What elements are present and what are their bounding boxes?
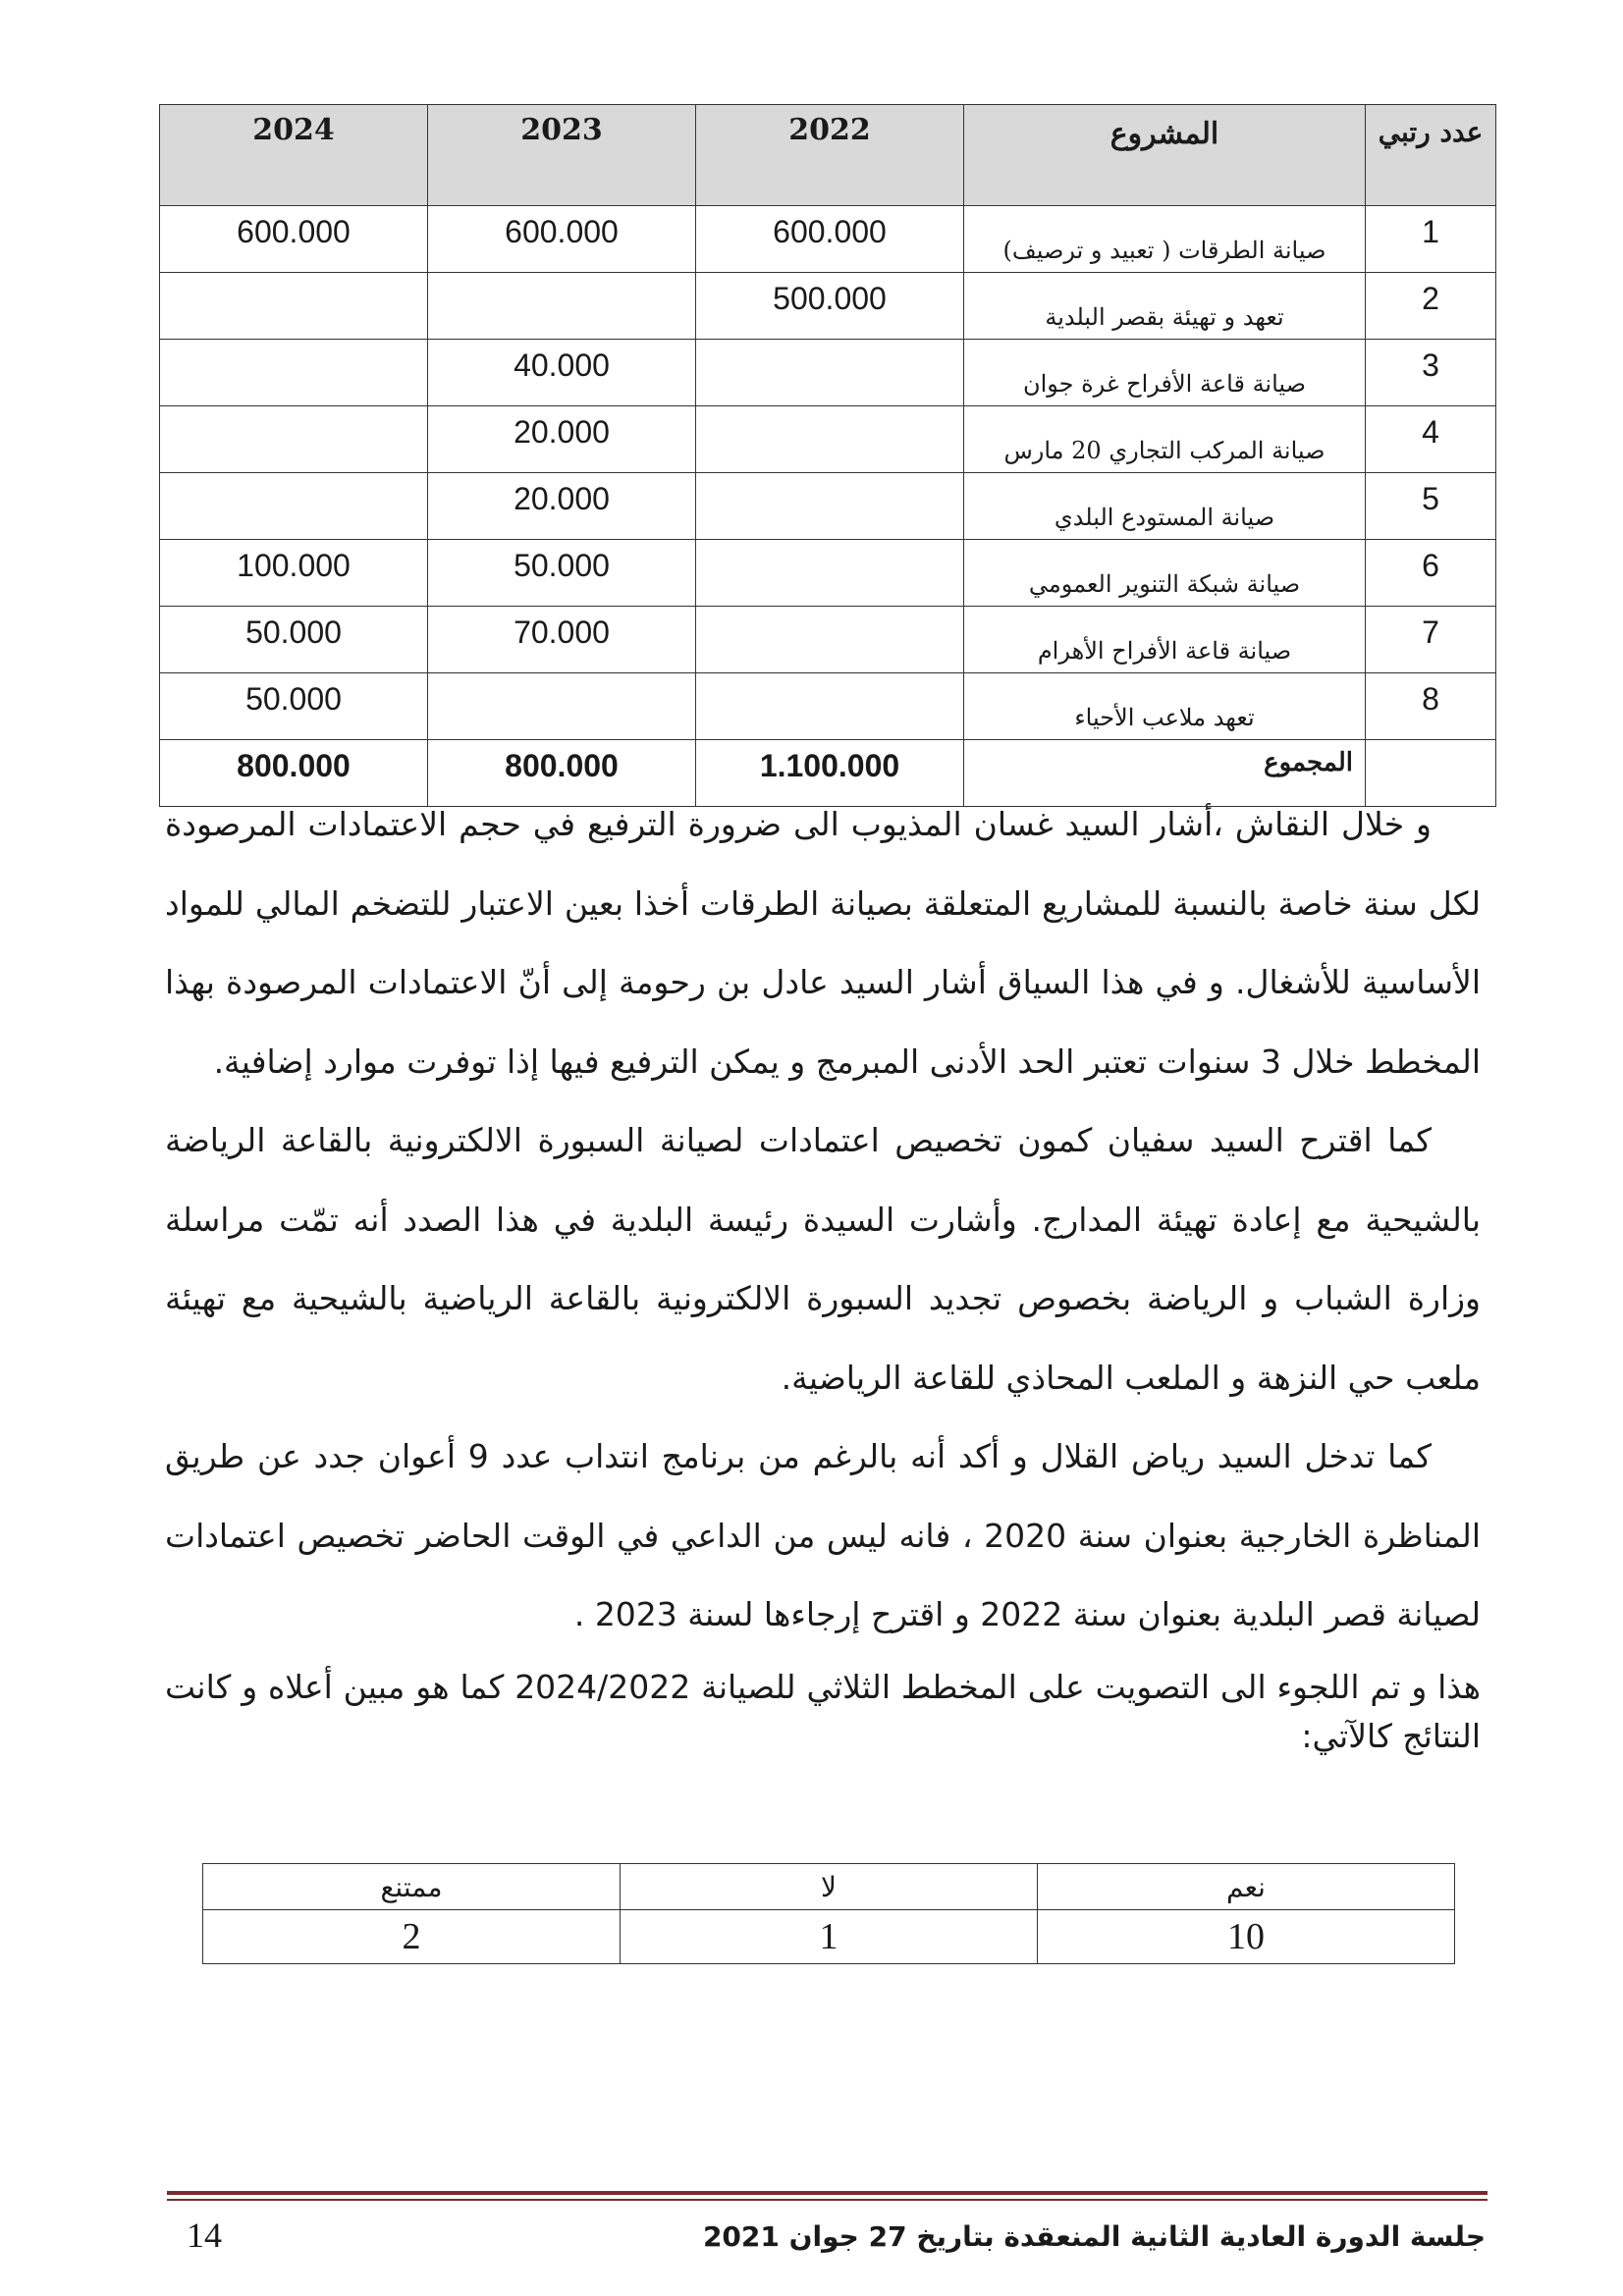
row-2024 bbox=[160, 340, 428, 406]
row-2024: 50.000 bbox=[160, 607, 428, 673]
row-2024: 100.000 bbox=[160, 540, 428, 607]
row-2024 bbox=[160, 406, 428, 473]
row-2023: 50.000 bbox=[428, 540, 696, 607]
paragraph-scoreboard-proposal: كما اقترح السيد سفيان كمون تخصيص اعتمادات لصيانة السبورة الالكترونية بالقاعة الرياضة بالشيحية مع إعادة تهيئة المدارج. وأشارت السيدة رئيسة البلدية في هذا الصدد أنه تمّت مراسلة وزارة الشباب و الرياضة بخصوص تجديد السبورة الالكترونية بالقاعة الرياضية بالشيحية مع تهيئة ملعب حي النزهة و الملعب المحاذي للقاعة الرياضية. bbox=[165, 1121, 1481, 1397]
vote-results-table bbox=[202, 1863, 1455, 1964]
row-2024: 50.000 bbox=[160, 673, 428, 740]
total-label: المجموع bbox=[964, 740, 1366, 807]
row-2024: 600.000 bbox=[160, 206, 428, 273]
row-num: 4 bbox=[1366, 406, 1496, 473]
paragraph-vote-intro: هذا و تم اللجوء الى التصويت على المخطط الثلاثي للصيانة 2024/2022 كما هو مبين أعلاه و كانت النتائج كالآتي: bbox=[165, 1667, 1482, 1755]
row-2022 bbox=[696, 473, 964, 540]
table-row bbox=[160, 206, 1496, 273]
table-row bbox=[160, 607, 1496, 673]
row-2023: 20.000 bbox=[428, 473, 696, 540]
footer-divider-thin bbox=[167, 2199, 1488, 2201]
total-2024: 800.000 bbox=[160, 740, 428, 807]
vote-value-yes: 10 bbox=[1038, 1910, 1455, 1964]
paragraph-municipal-palace: كما تدخل السيد رياض القلال و أكد أنه بالرغم من برنامج انتداب عدد 9 أعوان جدد عن طريق المناظرة الخارجية بعنوان سنة 2020 ، فانه ليس من الداعي في الوقت الحاضر تخصيص اعتمادات لصيانة قصر البلدية بعنوان سنة 2022 و اقترح إرجاءها لسنة 2023 . bbox=[165, 1437, 1481, 1633]
minutes-body bbox=[165, 785, 1481, 1761]
header-2023: 2023 bbox=[428, 105, 696, 206]
row-2023 bbox=[428, 673, 696, 740]
row-project: صيانة قاعة الأفراح الأهرام bbox=[964, 607, 1366, 673]
row-project: صيانة المستودع البلدي bbox=[964, 473, 1366, 540]
row-num: 3 bbox=[1366, 340, 1496, 406]
row-num: 6 bbox=[1366, 540, 1496, 607]
vote-header-row bbox=[203, 1864, 1455, 1910]
vote-header-yes: نعم bbox=[1038, 1864, 1455, 1910]
table-row bbox=[160, 340, 1496, 406]
row-2022: 500.000 bbox=[696, 273, 964, 340]
row-2024 bbox=[160, 473, 428, 540]
vote-values-row bbox=[203, 1910, 1455, 1964]
row-num: 1 bbox=[1366, 206, 1496, 273]
vote-value-no: 1 bbox=[621, 1910, 1038, 1964]
table-row bbox=[160, 406, 1496, 473]
row-2022 bbox=[696, 607, 964, 673]
row-2023: 70.000 bbox=[428, 607, 696, 673]
footer-divider bbox=[167, 2191, 1488, 2195]
row-num: 2 bbox=[1366, 273, 1496, 340]
paragraph-discussion: و خلال النقاش ،أشار السيد غسان المذيوب الى ضرورة الترفيع في حجم الاعتمادات المرصودة لكل سنة خاصة بالنسبة للمشاريع المتعلقة بصيانة الطرقات أخذا بعين الاعتبار للتضخم المالي للمواد الأساسية للأشغال. و في هذا السياق أشار السيد عادل بن رحومة إلى أنّ الاعتمادات المرصودة بهذا المخطط خلال 3 سنوات تعتبر الحد الأدنى المبرمج و يمكن الترفيع فيها إذا توفرت موارد إضافية. bbox=[165, 805, 1481, 1081]
header-num: عدد رتبي bbox=[1366, 105, 1496, 206]
row-project: صيانة قاعة الأفراح غرة جوان bbox=[964, 340, 1366, 406]
row-2024 bbox=[160, 273, 428, 340]
total-2023: 800.000 bbox=[428, 740, 696, 807]
table-row bbox=[160, 273, 1496, 340]
row-2022 bbox=[696, 673, 964, 740]
row-2023 bbox=[428, 273, 696, 340]
row-project: تعهد ملاعب الأحياء bbox=[964, 673, 1366, 740]
vote-header-no: لا bbox=[621, 1864, 1038, 1910]
table-row bbox=[160, 473, 1496, 540]
row-num: 5 bbox=[1366, 473, 1496, 540]
row-num: 7 bbox=[1366, 607, 1496, 673]
footer-session-text: جلسة الدورة العادية الثانية المنعقدة بتاريخ 27 جوان 2021 bbox=[702, 2220, 1486, 2253]
row-project: صيانة الطرقات ( تعبيد و ترصيف) bbox=[964, 206, 1366, 273]
table-header-row bbox=[160, 105, 1496, 206]
header-project: المشروع bbox=[964, 105, 1366, 206]
row-num: 8 bbox=[1366, 673, 1496, 740]
vote-value-abstain: 2 bbox=[203, 1910, 621, 1964]
table-row bbox=[160, 540, 1496, 607]
row-project: صيانة شبكة التنوير العمومي bbox=[964, 540, 1366, 607]
header-2024: 2024 bbox=[160, 105, 428, 206]
vote-header-abstain: ممتنع bbox=[203, 1864, 621, 1910]
row-2023: 40.000 bbox=[428, 340, 696, 406]
page-number: 14 bbox=[187, 2216, 222, 2255]
row-2023: 20.000 bbox=[428, 406, 696, 473]
total-2022: 1.100.000 bbox=[696, 740, 964, 807]
row-2023: 600.000 bbox=[428, 206, 696, 273]
maintenance-plan-table bbox=[159, 104, 1496, 807]
row-project: تعهد و تهيئة بقصر البلدية bbox=[964, 273, 1366, 340]
table-row bbox=[160, 673, 1496, 740]
row-2022 bbox=[696, 340, 964, 406]
header-2022: 2022 bbox=[696, 105, 964, 206]
row-2022: 600.000 bbox=[696, 206, 964, 273]
row-project: صيانة المركب التجاري 20 مارس bbox=[964, 406, 1366, 473]
row-2022 bbox=[696, 540, 964, 607]
row-2022 bbox=[696, 406, 964, 473]
